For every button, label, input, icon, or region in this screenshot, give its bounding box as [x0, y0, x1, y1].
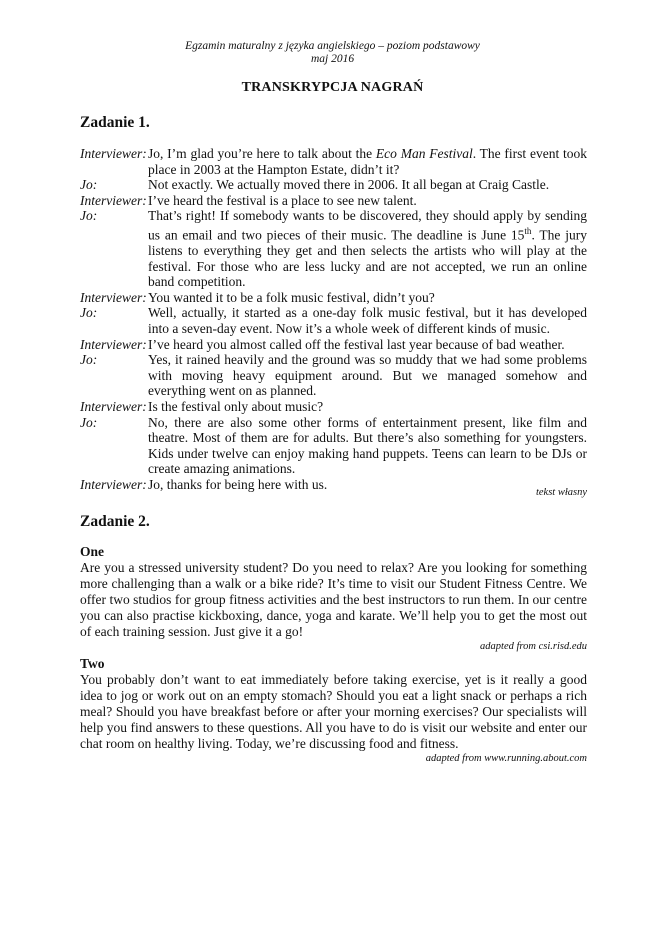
speaker-label: Interviewer: — [80, 289, 147, 305]
speech-text: Not exactly. We actually moved there in 2006. It all began at Craig Castle. — [148, 177, 550, 193]
speaker-label: Jo: — [80, 208, 98, 224]
part-one-text: Are you a stressed university student? Do you need to relax? Are you looking for something more challenging than a walk or a bike ride? It’s time to visit our Student Fitness Centre. We offer two studios for group fitness activities and the best instructors to run them. In our centre you can also practise kickboxing, dance, yoga and karate. We’ll help you to get the most out of each training session. Just give it a go! — [80, 560, 587, 639]
task-1-heading: Zadanie 1. — [80, 114, 150, 131]
speech-text: Yes, it rained heavily and the ground was so muddy that we had some problems with moving heavy equipment around. But we managed somehow and everything went on as planned. — [148, 352, 587, 399]
document-title: TRANSKRYPCJA NAGRAŃ — [241, 80, 424, 95]
dialogue-turn — [80, 208, 587, 289]
speaker-label: Jo: — [80, 414, 98, 430]
task-2-heading: Zadanie 2. — [80, 513, 150, 530]
part-two-heading: Two — [80, 656, 105, 671]
speaker-label: Interviewer: — [80, 336, 147, 352]
speech-text: Is the festival only about music? — [148, 399, 324, 414]
speech-part: . The jury listens to everything they get and then selects the artists who will play at the festival. For those who are less lucky and are not accepted, we run an online band competition. — [148, 227, 587, 290]
speaker-label: Interviewer: — [80, 146, 147, 161]
dialogue-turn — [80, 305, 587, 336]
speaker-label: Jo: — [80, 177, 98, 193]
speech-text: Well, actually, it started as a one-day folk music festival, but it has developed into a seven-day event. Now it’s a whole week of different kinds of music. — [148, 305, 587, 337]
task-1-source: tekst własny — [535, 487, 587, 498]
dialogue-turn — [80, 177, 587, 193]
speaker-label: Jo: — [80, 305, 98, 321]
part-two-source: adapted from www.running.about.com — [425, 753, 587, 764]
page-header — [0, 40, 665, 66]
dialogue-turn — [80, 146, 587, 177]
task-1-dialogue — [80, 146, 587, 493]
speech-text: I’ve heard the festival is a place to see new talent. — [148, 192, 417, 208]
speaker-label: Interviewer: — [80, 476, 147, 492]
speech-text: No, there are also some other forms of entertainment present, like film and theatre. Most of them are for adults. But there’s also something for youngsters. Kids under twelve can enjoy making hand puppets. Teens can learn to be DJs or create amazing animations. — [148, 414, 587, 477]
task-2-body — [80, 544, 587, 766]
speaker-label: Interviewer: — [80, 192, 147, 208]
speech-part: . The first event took place in 2003 at the Hampton Estate, didn’t it? — [148, 146, 587, 177]
speech-text: I’ve heard you almost called off the festival last year because of bad weather. — [148, 336, 565, 352]
header-exam-name: Egzamin maturalny z języka angielskiego – poziom podstawowy — [185, 40, 480, 52]
speech-text — [148, 146, 587, 177]
speech-part: That’s right! If somebody wants to be discovered, they should apply by sending us an email and two pieces of their music. The deadline is June 15 — [148, 208, 587, 243]
dialogue-turn — [80, 193, 587, 209]
dialogue-turn — [80, 337, 587, 353]
speech-text: Jo, thanks for being here with us. — [148, 476, 328, 492]
part-one-heading: One — [80, 544, 105, 559]
dialogue-turn — [80, 399, 587, 415]
festival-name: Eco Man Festival — [375, 146, 473, 161]
dialogue-turn — [80, 415, 587, 477]
header-date: maj 2016 — [310, 53, 355, 65]
part-one-source: adapted from csi.risd.edu — [480, 641, 587, 652]
dialogue-turn — [80, 290, 587, 306]
ordinal-suffix: th — [524, 225, 532, 236]
speaker-label: Jo: — [80, 352, 98, 368]
speech-part: Jo, I’m glad you’re here to talk about the — [148, 146, 376, 161]
dialogue-turn — [80, 352, 587, 399]
speaker-label: Interviewer: — [80, 399, 147, 414]
speech-text — [148, 208, 587, 289]
part-two-text: You probably don’t want to eat immediately before taking exercise, yet is it really a good idea to jog or work out on an empty stomach? Should you eat a light snack or perhaps a rich meal? Should you have breakfast before or after your morning exercises? Our specialists will help you find answers to these questions. All you have to do is visit our website and enter our chat room on healthy living. Today, we’re discussing food and fitness. — [80, 672, 587, 751]
speech-text: You wanted it to be a folk music festival, didn’t you? — [148, 289, 435, 305]
